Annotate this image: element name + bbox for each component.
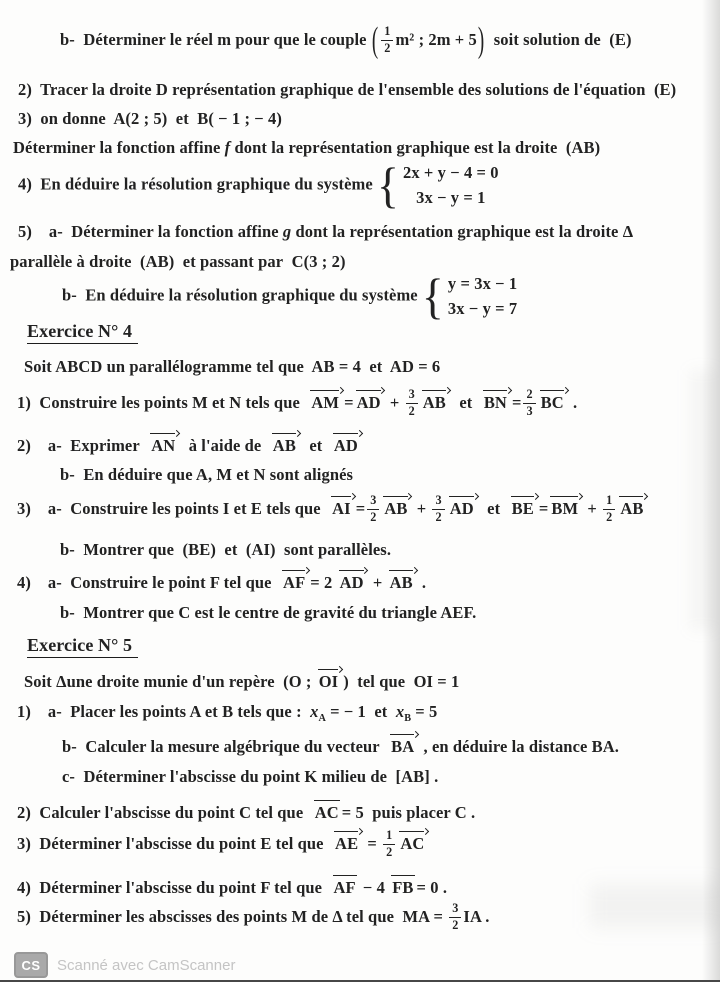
vector-notation: AI	[330, 495, 355, 520]
fraction: $\frac{1}{2}$	[383, 829, 395, 859]
math-variable: g	[282, 222, 292, 241]
exercice4-titre	[27, 320, 138, 342]
exo4-q4a: 4) a- Construire le point F tel que AF = 2 AD + AB .	[17, 569, 426, 594]
fraction: $\frac{3}{2}$	[449, 902, 461, 932]
exo4-q3b: b- Montrer que (BE) et (AI) sont parallèles.	[60, 540, 392, 559]
vector-notation: AC	[398, 830, 428, 855]
exo5-q1b: b- Calculer la mesure algébrique du vecteur BA , en déduire la distance BA.	[62, 733, 619, 758]
overline-notation: AC	[313, 799, 341, 824]
subscripted-variable: $x_B$	[395, 702, 412, 725]
vector-notation: AB	[421, 389, 450, 414]
fraction: $\frac{1}{2}$	[603, 494, 615, 524]
vector-notation: AD	[332, 432, 362, 457]
camscanner-watermark	[14, 952, 235, 978]
exo5-q1a: 1) a- Placer les points A et B tels que : $x_A$ = − 1 et $x_B = 5$	[17, 702, 438, 725]
exo3-q4-systeme: 4) En déduire la résolution graphique du système { 2x + y − 4 = 0 3x − y = 1	[18, 157, 499, 213]
exo5-q4: 4) Déterminer l'abscisse du point F tel que AF − 4 FB = 0 .	[17, 874, 447, 899]
heading-text: Exercice N° 4	[27, 321, 138, 344]
overline-notation: AF	[332, 874, 358, 899]
exo5-q3: 3) Déterminer l'abscisse du point E tel que AE = $\frac{1}{2}$ AC	[17, 830, 429, 860]
fraction: $\frac{3}{2}$	[406, 388, 418, 418]
fraction: $\frac{3}{2}$	[432, 494, 444, 524]
big-parenthesis: (	[371, 21, 379, 61]
big-parenthesis: )	[477, 21, 485, 61]
exo4-q1: 1) Construire les points M et N tels que AM = AD + $\frac{3}{2}$ AB et BN = $\frac{2}{3}$ BC .	[17, 387, 578, 418]
exo4-q4b: b- Montrer que C est le centre de gravité du triangle AEF.	[60, 603, 477, 622]
exo3-q3-suite: Déterminer la fonction affine f dont la représentation graphique est la droite (AB)	[13, 138, 601, 157]
exo5-q5: 5) Déterminer les abscisses des points M de Δ tel que MA = $\frac{3}{2}$ IA .	[17, 901, 490, 932]
vector-notation: AD	[338, 569, 368, 594]
exo4-q3a: 3) a- Construire les points I et E tels que AI = $\frac{3}{2}$ AB + $\frac{3}{2}$ AD et BE = BM + $\frac{1}{2}$ AB	[17, 495, 648, 525]
system-equation: 2x + y − 4 = 0	[403, 163, 499, 182]
exo3-q2: 2) Tracer la droite D représentation graphique de l'ensemble des solutions de l'équation (E)	[18, 80, 677, 99]
vector-notation: AD	[355, 389, 385, 414]
system-brace: {	[421, 268, 444, 324]
exo3-q1b-couple: b- Déterminer le réel m pour que le couple ( $\frac{1}{2}$ m² ; 2m + 5) soit solution de (E)	[60, 21, 632, 61]
equation-system	[421, 268, 518, 324]
exo3-q5b-systeme: b- En déduire la résolution graphique du système { y = 3x − 1 3x − y = 7	[62, 268, 518, 324]
vector-notation: BC	[539, 389, 568, 414]
exo5-q2: 2) Calculer l'abscisse du point C tel que AC = 5 puis placer C .	[17, 799, 475, 824]
system-equation: 3x − y = 7	[447, 298, 518, 318]
system-brace: {	[376, 157, 399, 213]
system-equation: 3x − y = 1	[416, 187, 486, 207]
vector-notation: BM	[549, 495, 582, 520]
camscanner-text: Scanné avec CamScanner	[57, 956, 236, 974]
vector-notation: OI	[317, 668, 342, 693]
exo4-q2b: b- En déduire que A, M et N sont alignés	[60, 465, 354, 484]
equation-system	[376, 157, 499, 213]
subscripted-variable: $x_A$	[310, 702, 326, 725]
exercice5-titre	[27, 634, 138, 656]
exo5-intro: Soit Δune droite munie d'un repère (O ; OI ) tel que OI = 1	[24, 668, 459, 693]
overline-notation: FB	[390, 874, 415, 899]
vector-notation: AB	[388, 569, 417, 594]
exo3-q3: 3) on donne A(2 ; 5) et B( − 1 ; − 4)	[18, 109, 282, 128]
vector-notation: AM	[309, 389, 343, 414]
exo3-q5a-suite: parallèle à droite (AB) et passant par C(3 ; 2)	[10, 252, 346, 271]
vector-notation: AE	[333, 830, 362, 855]
vector-notation: AN	[149, 432, 179, 457]
exo4-intro: Soit ABCD un parallélogramme tel que AB = 4 et AD = 6	[24, 357, 441, 376]
camscanner-badge-icon: CS	[14, 952, 48, 978]
vector-notation: AB	[271, 432, 300, 457]
exo4-q2a: 2) a- Exprimer AN à l'aide de AB et AD	[17, 432, 363, 457]
system-equation: y = 3x − 1	[447, 274, 518, 293]
vector-notation: AB	[382, 495, 411, 520]
vector-notation: AD	[448, 495, 478, 520]
fraction: $\frac{3}{2}$	[367, 494, 379, 524]
heading-text: Exercice N° 5	[27, 635, 138, 658]
math-variable: f	[224, 138, 231, 157]
vector-notation: BN	[482, 389, 511, 414]
fraction: $\frac{1}{2}$	[381, 25, 393, 55]
vector-notation: BA	[389, 733, 418, 758]
vector-notation: AB	[618, 495, 647, 520]
exo3-q5a: 5) a- Déterminer la fonction affine g dont la représentation graphique est la droite Δ	[18, 222, 634, 241]
vector-notation: BE	[510, 495, 538, 520]
exo5-q1c: c- Déterminer l'abscisse du point K milieu de [AB] .	[62, 767, 439, 786]
fraction: $\frac{2}{3}$	[523, 388, 535, 418]
vector-notation: AF	[281, 569, 309, 594]
